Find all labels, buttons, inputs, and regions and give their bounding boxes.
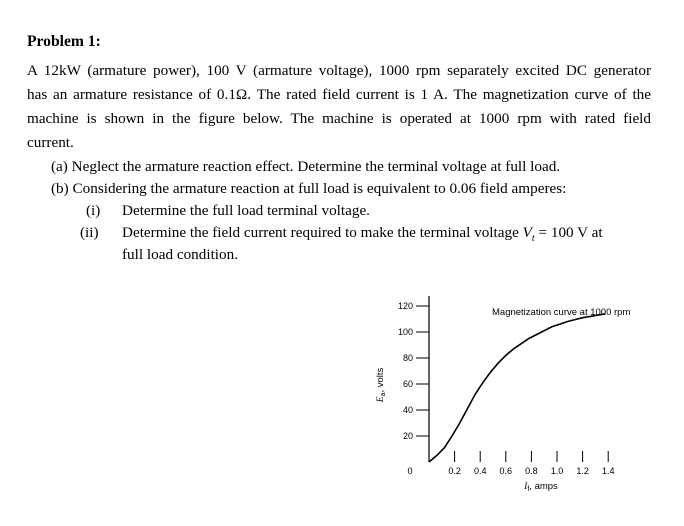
x-ticks [448,451,614,476]
problem-title: Problem 1: [27,33,101,50]
part-b-question: (b) Considering the armature reaction at full load is equivalent to 0.06 field amperes: [51,180,567,197]
y-tick-label: 40 [402,405,413,415]
y-tick-label: 100 [397,327,413,337]
sub-i-label: (i) [86,202,101,219]
terminal-voltage-subscript: t [531,233,535,245]
x-axis-label [523,481,558,493]
y-tick-label: 20 [402,431,413,441]
x-tick-label: 1.2 [576,466,589,476]
x-tick-label: 0.2 [448,466,461,476]
statement-line: current. [27,134,74,151]
magnetization-curve-line [429,314,606,462]
x-tick-label: 1.4 [601,466,615,476]
y-tick-label: 80 [402,353,413,363]
part-a-question: (a) Neglect the armature reaction effect. Determine the terminal voltage at full load. [51,158,561,175]
sub-ii-text-before: Determine the field current required to make the terminal voltage [122,224,523,241]
y-tick-label: 120 [397,301,413,311]
chart-title: Magnetization curve at 1000 rpm [492,307,631,318]
y-ticks [398,301,429,441]
statement-line: A 12kW (armature power), 100 V (armature voltage), 1000 rpm separately excited DC generator [27,62,651,79]
origin-label: 0 [407,466,413,476]
sub-ii-label: (ii) [80,224,99,241]
x-tick-label: 1.0 [550,466,564,476]
y-tick-label: 60 [402,379,413,389]
svg-text:If, amps: $I_f$, amps [524,481,558,493]
statement-line: machine is shown in the figure below. The machine is operated at 1000 rpm with rated field [27,110,651,127]
statement-line: has an armature resistance of 0.1Ω. The rated field current is 1 A. The magnetization curve of the [27,86,651,103]
svg-text:Ea, volts: $E_a$, volts [375,367,387,403]
sub-i-text: Determine the full load terminal voltage. [122,202,370,219]
sub-ii-text-after: = 100 V at [534,224,603,241]
x-tick-label: 0.8 [525,466,538,476]
x-tick-label: 0.6 [499,466,513,476]
x-tick-label: 0.4 [473,466,487,476]
y-axis-label [375,367,387,403]
terminal-voltage-variable: V [522,224,532,241]
sub-ii-continuation: full load condition. [122,246,238,263]
